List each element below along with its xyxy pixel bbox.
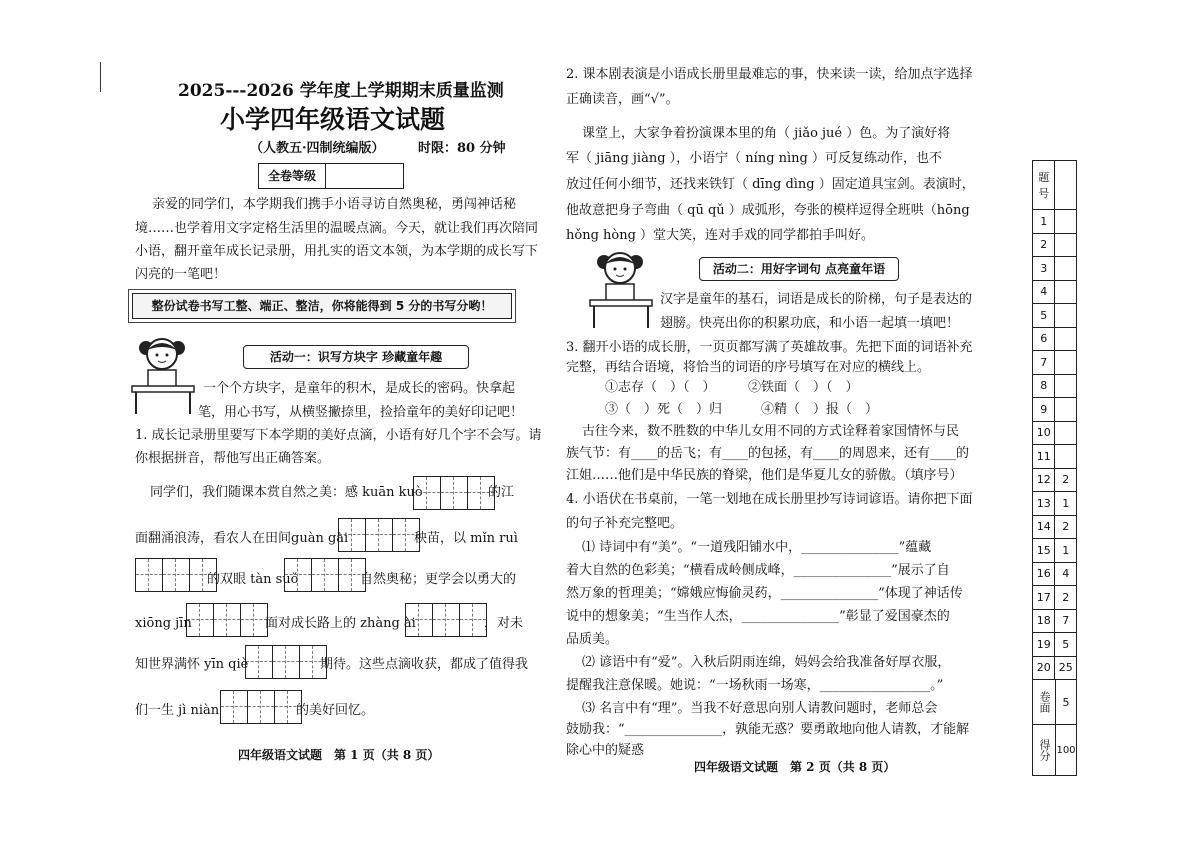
exam-title: 2025---2026 学年度上学期期末质量监测 [178, 81, 504, 101]
score-row [1033, 281, 1076, 305]
grade-value-field[interactable] [326, 164, 403, 188]
activity-two-banner: 活动二：用好字词句 点亮童年语 [699, 257, 899, 281]
score-row-points: 5 [1062, 637, 1070, 651]
page-footer-2: 四年级语文试题 第 2 页（共 8 页） [694, 760, 896, 774]
writing-grid-xiong-jin[interactable] [186, 603, 268, 637]
score-row-total [1033, 725, 1076, 776]
question-4-poems[interactable]: 说中的想象美；“生当作人杰，_______________”彰显了爱国豪杰的 [566, 609, 950, 624]
question-3-prompt-2: 完整，再结合语境，将恰当的词语的序号填写在对应的横线上。 [566, 360, 931, 375]
question-1-text: 们一生 jì niàn [135, 703, 220, 718]
score-row-number: 4 [1033, 281, 1055, 304]
activity-two-intro-2: 翅膀。快亮出你的积累功底，和小语一起填一填吧！ [660, 316, 960, 331]
score-row-number: 18 [1033, 610, 1055, 633]
score-row [1033, 445, 1076, 469]
question-2-prompt: 2. 课本剧表演是小语成长册里最难忘的事，快来读一读，给加点字选择 [566, 67, 973, 82]
score-row-points [1055, 210, 1076, 233]
score-row-neatness [1033, 680, 1076, 725]
question-3-passage[interactable]: 族气节：有____的岳飞；有____的包拯，有____的周恩来，还有____的 [566, 446, 970, 461]
score-row-points [1055, 375, 1076, 398]
score-row-number: 7 [1033, 351, 1055, 374]
score-row-points: 2 [1062, 590, 1070, 604]
grade-label: 全卷等级 [259, 164, 326, 188]
time-limit: 时限：80 分钟 [418, 141, 506, 156]
activity-one-intro: 一个个方块字，是童年的积木，是成长的密码。快拿起 [203, 381, 516, 396]
activity-one-intro-2: 笔，用心书写，从横竖撇捺里，捡拾童年的美好印记吧！ [198, 405, 524, 420]
question-1-text: 面对成长路上的 zhàng ài [265, 616, 416, 631]
score-row-number: 10 [1033, 422, 1055, 445]
question-4-poems[interactable]: 然万象的哲理美；“嫦娥应悔偷灵药，_______________”体现了神话传 [566, 586, 963, 601]
score-row-points [1055, 351, 1076, 374]
writing-grid-guan-gai[interactable] [338, 518, 420, 552]
score-row-points [1055, 398, 1076, 421]
score-row-points [1055, 234, 1076, 257]
question-1-text: 同学们，我们随课本赏自然之美：感 kuān kuò [150, 485, 423, 500]
writing-grid-min-rui[interactable] [135, 558, 217, 592]
question-1-text: xiōng jīn [135, 616, 192, 631]
score-row-number: 19 [1033, 633, 1055, 656]
question-4-prompt: 4. 小语伏在书桌前，一笔一划地在成长册里抄写诗词谚语。请你把下面 [566, 492, 973, 507]
question-3-items-row-2[interactable]: ③（ ）死（ ）归 ④精（ ）报（ ） [605, 402, 879, 417]
writing-score-banner: 整份试卷书写工整、端正、整洁，你将能得到 5 分的书写分哟！ [132, 293, 512, 319]
score-row-points [1055, 445, 1076, 468]
question-4-proverb[interactable]: 提醒我注意保暖。她说：“一场秋雨一场寒，_________________。” [566, 678, 944, 693]
score-row [1033, 328, 1076, 352]
neatness-score: 5 [1062, 695, 1070, 709]
score-row-points: 1 [1062, 496, 1070, 510]
score-row [1033, 539, 1076, 563]
neatness-label: 卷面 [1033, 680, 1056, 724]
score-row-number: 20 [1033, 657, 1055, 680]
score-row-number: 16 [1033, 563, 1055, 586]
question-1-text: 的江 [488, 485, 515, 500]
question-1-text: 面翻涌浪涛，看农人在田间guàn gài [135, 531, 349, 546]
score-row [1033, 657, 1076, 681]
score-row-number: 15 [1033, 539, 1055, 562]
score-row-points: 4 [1062, 567, 1070, 581]
score-row-points: 2 [1062, 520, 1070, 534]
score-row-points [1055, 257, 1076, 280]
question-4-quote: 除心中的疑惑 [566, 743, 645, 758]
writing-grid-yin-qie[interactable] [245, 645, 327, 679]
question-1-text: 秧苗，以 mǐn ruì [414, 531, 518, 546]
score-row [1033, 422, 1076, 446]
score-row-number: 5 [1033, 304, 1055, 327]
writing-grid-kuan-kuo[interactable] [413, 476, 495, 510]
score-row-number: 12 [1033, 469, 1055, 492]
score-row-number: 13 [1033, 492, 1055, 515]
question-4-poems: 品质美。 [566, 632, 619, 647]
score-row-number: 8 [1033, 375, 1055, 398]
grade-box [258, 163, 404, 189]
question-1-text: 自然奥秘；更学会以勇大的 [360, 572, 517, 587]
girl-reading-illustration-1 [128, 330, 198, 416]
writing-grid-ji-nian[interactable] [220, 690, 302, 724]
margin-mark [100, 62, 101, 92]
score-row-number: 3 [1033, 257, 1055, 280]
question-1-text: 期待。这些点滴收获，都成了值得我 [320, 657, 529, 672]
total-label: 得分 [1033, 725, 1056, 775]
score-row [1033, 304, 1076, 328]
score-row [1033, 351, 1076, 375]
score-row-points [1055, 422, 1076, 445]
question-1-text: ，对未 [484, 616, 524, 631]
score-row [1033, 375, 1076, 399]
question-4-proverb: ⑵ 谚语中有“爱”。入秋后阴雨连绵，妈妈会给我准备好厚衣服， [582, 655, 951, 670]
score-row-number: 9 [1033, 398, 1055, 421]
question-1-text: 的美好回忆。 [296, 703, 375, 718]
question-3-passage: 江姐……他们是中华民族的脊梁，他们是华夏儿女的骄傲。（填序号） [566, 468, 963, 483]
score-row [1033, 516, 1076, 540]
score-row-points: 2 [1062, 473, 1070, 487]
question-4-quote[interactable]: 鼓励我：“_______________，孰能无惑？要勇敢地向他人请教，才能解 [566, 722, 970, 737]
score-row-points: 1 [1062, 543, 1070, 557]
score-row-number: 14 [1033, 516, 1055, 539]
score-row-number: 1 [1033, 210, 1055, 233]
score-row-number: 6 [1033, 328, 1055, 351]
score-row-points: 7 [1062, 614, 1070, 628]
score-table-header-label: 题 号 [1033, 161, 1055, 209]
question-3-items-row-1[interactable]: ①志存（ ）（ ） ②铁面（ ）（ ） [605, 380, 859, 395]
total-score: 100 [1056, 744, 1076, 756]
exam-subject-title: 小学四年级语文试题 [220, 105, 446, 134]
girl-reading-illustration-2 [586, 244, 656, 330]
question-3-passage: 古往今来，数不胜数的中华儿女用不同的方式诠释着家国情怀与民 [582, 424, 960, 439]
score-row-points [1055, 304, 1076, 327]
activity-two-intro: 汉字是童年的基石，词语是成长的阶梯，句子是表达的 [660, 292, 973, 307]
question-4-prompt-2: 的句子补充完整吧。 [566, 516, 684, 531]
question-1-text: 的双眼 tàn suǒ [207, 572, 299, 587]
question-3-prompt: 3. 翻开小语的成长册，一页页都写满了英雄故事。先把下面的词语补充 [566, 340, 973, 355]
question-1-prompt: 1. 成长记录册里要写下本学期的美好点滴，小语有好几个字不会写。请 [135, 428, 542, 443]
question-4-poems[interactable]: 着大自然的色彩美；“横看成岭侧成峰，_______________”展示了自 [566, 563, 950, 578]
score-table-header [1033, 161, 1076, 210]
score-row-points: 25 [1058, 661, 1073, 675]
score-row-number: 2 [1033, 234, 1055, 257]
writing-grid-tan-suo[interactable] [284, 558, 366, 592]
score-row [1033, 469, 1076, 493]
score-row-points [1055, 328, 1076, 351]
score-row [1033, 257, 1076, 281]
edition-label: （人教五·四制统编版） [250, 141, 385, 156]
question-4-poems[interactable]: ⑴ 诗词中有“美”。“一道残阳铺水中，_______________”蕴藏 [582, 540, 932, 555]
score-row-number: 17 [1033, 586, 1055, 609]
score-row [1033, 234, 1076, 258]
question-1-text: 知世界满怀 yīn qiè [135, 657, 249, 672]
question-4-quote: ⑶ 名言中有“理”。当我不好意思向别人请教问题时，老师总会 [582, 701, 938, 716]
question-1-prompt-2: 你根据拼音，帮他写出正确答案。 [135, 451, 331, 466]
score-row [1033, 610, 1076, 634]
page-footer-1: 四年级语文试题 第 1 页（共 8 页） [238, 748, 440, 762]
score-row-points [1055, 281, 1076, 304]
score-row [1033, 563, 1076, 587]
question-2-prompt-2: 正确读音，画“√”。 [566, 92, 679, 107]
score-table [1032, 160, 1077, 776]
writing-grid-zhang-ai[interactable] [405, 603, 487, 637]
score-row [1033, 586, 1076, 610]
score-row [1033, 492, 1076, 516]
score-row [1033, 633, 1076, 657]
score-row [1033, 210, 1076, 234]
score-row-number: 11 [1033, 445, 1055, 468]
activity-one-banner: 活动一：识写方块字 珍藏童年趣 [243, 345, 469, 369]
score-row [1033, 398, 1076, 422]
